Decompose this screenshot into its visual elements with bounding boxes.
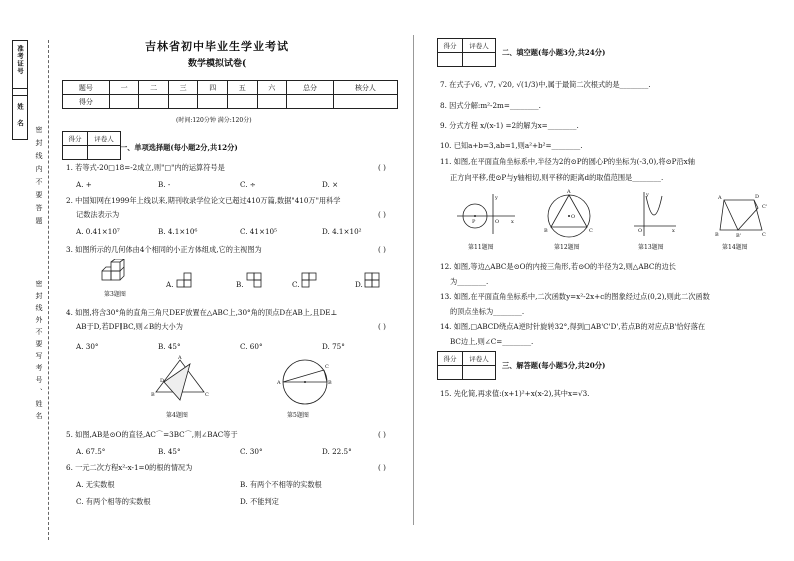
score-header-cell: 题号 xyxy=(63,81,110,95)
sidebar xyxy=(12,40,43,520)
score-header-cell: 二 xyxy=(139,81,169,95)
q3-text: 3. 如图所示的几何体由4个相同的小正方体组成,它的主视图为 xyxy=(66,245,262,254)
q4-triangle-figure xyxy=(150,354,210,404)
q5-option-c[interactable]: C. 30° xyxy=(240,447,263,456)
scorer-grader-label: 评卷人 xyxy=(88,132,121,146)
q3-option-d-shape xyxy=(364,270,386,290)
scorer-score-label: 得分 xyxy=(63,132,88,146)
q5-circle-figure xyxy=(276,356,334,408)
score-header-cell: 核分人 xyxy=(333,81,397,95)
svg-text:A: A xyxy=(567,189,571,195)
q3-option-b[interactable]: B. xyxy=(236,280,244,289)
time-note: (时间:120分钟 满分:120分) xyxy=(176,117,252,124)
page-divider xyxy=(413,35,414,525)
q1-option-d[interactable]: D. × xyxy=(322,180,339,189)
q1-option-c[interactable]: C. ÷ xyxy=(240,180,256,189)
q2-option-a[interactable]: A. 0.41×10⁷ xyxy=(76,227,120,236)
svg-text:B: B xyxy=(328,380,332,386)
q9-text: 9. 分式方程 x/(x-1) =2的解为x=________. xyxy=(440,121,579,130)
svg-text:A: A xyxy=(718,195,722,201)
svg-text:D: D xyxy=(755,194,760,200)
svg-text:D: D xyxy=(160,378,165,384)
svg-text:P: P xyxy=(472,219,476,225)
q7-text: 7. 在式子√6, √7, √20, √(1/3)中,属于最简二次根式的是________. xyxy=(440,80,651,89)
q1-option-a[interactable]: A. + xyxy=(76,180,92,189)
score-header-cell: 六 xyxy=(257,81,287,95)
admission-number-label: 准考证号 xyxy=(16,45,24,75)
svg-text:O: O xyxy=(495,219,500,225)
section1-heading: 一、单项选择题(每小题2分,共12分) xyxy=(120,143,238,152)
name-label: 姓名 xyxy=(16,103,24,136)
q2-option-b[interactable]: B. 4.1×10⁶ xyxy=(158,227,198,236)
section3-heading: 三、解答题(每小题5分,共20分) xyxy=(502,361,606,370)
score-header-cell: 三 xyxy=(168,81,198,95)
q5-option-a[interactable]: A. 67.5° xyxy=(76,447,106,456)
q3-figure-caption: 第3题图 xyxy=(104,291,126,298)
seal-text-inner: 密封线内不要答题 xyxy=(35,126,43,230)
score-row-label: 得分 xyxy=(63,95,110,109)
q8-text: 8. 因式分解:m²-2m=________. xyxy=(440,101,541,110)
svg-text:x: x xyxy=(511,219,514,225)
q13-text-line2: 的顶点坐标为________. xyxy=(450,307,525,316)
svg-text:A: A xyxy=(178,355,182,361)
score-header-cell: 四 xyxy=(198,81,228,95)
q13-text: 13. 如图,在平面直角坐标系中,二次函数y=x²-2x+c的图象经过点(0,2),则此二次函数 xyxy=(440,292,710,301)
q3-option-d[interactable]: D. xyxy=(355,280,363,289)
score-table xyxy=(62,80,398,109)
svg-text:B: B xyxy=(715,232,719,238)
q6-option-d[interactable]: D. 不能判定 xyxy=(240,497,279,506)
q5-answer-paren[interactable]: ( ) xyxy=(378,430,386,439)
scorer-box xyxy=(62,131,121,160)
q3-option-a-shape xyxy=(176,270,198,290)
q5-figure-caption: 第5题图 xyxy=(287,412,309,419)
q4-option-d[interactable]: D. 75° xyxy=(322,342,345,351)
svg-text:O: O xyxy=(571,214,576,220)
q6-answer-paren[interactable]: ( ) xyxy=(378,463,386,472)
q4-figure-caption: 第4题图 xyxy=(166,412,188,419)
q3-option-b-shape xyxy=(246,270,268,290)
q3-option-c-shape xyxy=(301,270,323,290)
q2-answer-paren[interactable]: ( ) xyxy=(378,210,386,219)
svg-text:B: B xyxy=(151,392,155,398)
q15-text: 15. 先化简,再求值:(x+1)²+x(x-2),其中x=√3. xyxy=(440,389,590,398)
q4-text: 4. 如图,将含30°角的直角三角尺DEF放置在△ABC上,30°角的顶点D在AB上,且DE⊥ xyxy=(66,308,338,317)
q11-text: 11. 如图,在平面直角坐标系中,半径为2的⊙P的圆心P的坐标为(-3,0),将⊙P沿x轴 xyxy=(440,157,695,166)
score-header-cell: 五 xyxy=(227,81,257,95)
q5-option-d[interactable]: D. 22.5° xyxy=(322,447,352,456)
q6-option-b[interactable]: B. 有两个不相等的实数根 xyxy=(240,480,322,489)
seal-line-left xyxy=(48,40,49,540)
q2-option-d[interactable]: D. 4.1×10² xyxy=(322,227,362,236)
q6-option-c[interactable]: C. 有两个相等的实数根 xyxy=(76,497,151,506)
score-header-cell: 一 xyxy=(109,81,139,95)
q6-option-a[interactable]: A. 无实数根 xyxy=(76,480,115,489)
q12-figure xyxy=(543,188,595,240)
q3-option-a[interactable]: A. xyxy=(166,280,174,289)
q3-option-c[interactable]: C. xyxy=(292,280,300,289)
q11-figure xyxy=(455,192,517,236)
name-box xyxy=(12,88,28,140)
svg-text:C: C xyxy=(325,364,329,370)
svg-text:B': B' xyxy=(736,233,742,239)
svg-text:C': C' xyxy=(762,204,768,210)
seal-text-outer: 密封线外不要写考号、姓名 xyxy=(35,280,43,424)
q14-text: 14. 如图,□ABCD绕点A逆时针旋转32°,得到□AB'C'D',若点B的对应点B'恰好落在 xyxy=(440,322,706,331)
scorer-box-section2 xyxy=(437,38,496,67)
svg-text:y: y xyxy=(495,195,498,201)
q12-text-line2: 为________. xyxy=(450,277,489,286)
q4-option-b[interactable]: B. 45° xyxy=(158,342,181,351)
q14-text-line2: BC边上,则∠C=________. xyxy=(450,337,534,346)
page-subtitle: 数学模拟试卷( xyxy=(188,59,247,69)
q2-option-c[interactable]: C. 41×10⁵ xyxy=(240,227,278,236)
q14-figure-caption: 第14题图 xyxy=(722,244,748,251)
svg-text:x: x xyxy=(672,228,675,234)
q3-answer-paren[interactable]: ( ) xyxy=(378,245,386,254)
svg-text:C: C xyxy=(205,392,209,398)
q4-option-a[interactable]: A. 30° xyxy=(76,342,99,351)
q11-text-line2: 正方向平移,使⊙P与y轴相切,则平移的距离d的取值范围是________. xyxy=(450,173,664,182)
section2-heading: 二、填空题(每小题3分,共24分) xyxy=(502,48,606,57)
q12-text: 12. 如图,等边△ABC是⊙O的内接三角形,若⊙O的半径为2,则△ABC的边长 xyxy=(440,262,676,271)
scorer-box-section3 xyxy=(437,351,496,380)
q2-text-line2: 记数法表示为 xyxy=(76,210,120,219)
q13-figure-caption: 第13题图 xyxy=(638,244,664,251)
q2-text: 2. 中国知网在1999年上线以来,期刊收录学位论文已超过410万篇,数据"410万"用科学 xyxy=(66,196,341,205)
svg-text:C: C xyxy=(589,228,593,234)
q14-figure xyxy=(714,190,768,240)
q11-figure-caption: 第11题图 xyxy=(468,244,494,251)
svg-text:y: y xyxy=(646,192,649,198)
q4-option-c[interactable]: C. 60° xyxy=(240,342,263,351)
scorer-grader-label: 评卷人 xyxy=(463,39,496,53)
score-header-cell: 总分 xyxy=(287,81,334,95)
q5-option-b[interactable]: B. 45° xyxy=(158,447,181,456)
page-title: 吉林省初中毕业生学业考试 xyxy=(145,40,289,53)
scorer-score-label: 得分 xyxy=(438,352,463,366)
q4-text-line2: AB于D,若DF∥BC,则∠B的大小为 xyxy=(76,322,183,331)
q3-cube-figure xyxy=(98,259,132,289)
scorer-grader-label: 评卷人 xyxy=(463,352,496,366)
q12-figure-caption: 第12题图 xyxy=(554,244,580,251)
scorer-score-label: 得分 xyxy=(438,39,463,53)
q13-figure xyxy=(632,190,678,238)
q4-answer-paren[interactable]: ( ) xyxy=(378,322,386,331)
q6-text: 6. 一元二次方程x²-x-1=0的根的情况为 xyxy=(66,463,193,472)
svg-text:C: C xyxy=(762,232,766,238)
q1-text: 1. 若等式-20□18=-2成立,则"□"内的运算符号是 xyxy=(66,163,225,172)
q10-text: 10. 已知a+b=3,ab=1,则a²+b²=________. xyxy=(440,141,583,150)
q1-option-b[interactable]: B. - xyxy=(158,180,171,189)
svg-text:A: A xyxy=(277,380,281,386)
svg-text:O: O xyxy=(638,228,643,234)
q5-text: 5. 如图,AB是⊙O的直径,AC⌒=3BC⌒,则∠BAC等于 xyxy=(66,430,238,439)
q1-answer-paren[interactable]: ( ) xyxy=(378,163,386,172)
svg-text:B: B xyxy=(544,228,548,234)
